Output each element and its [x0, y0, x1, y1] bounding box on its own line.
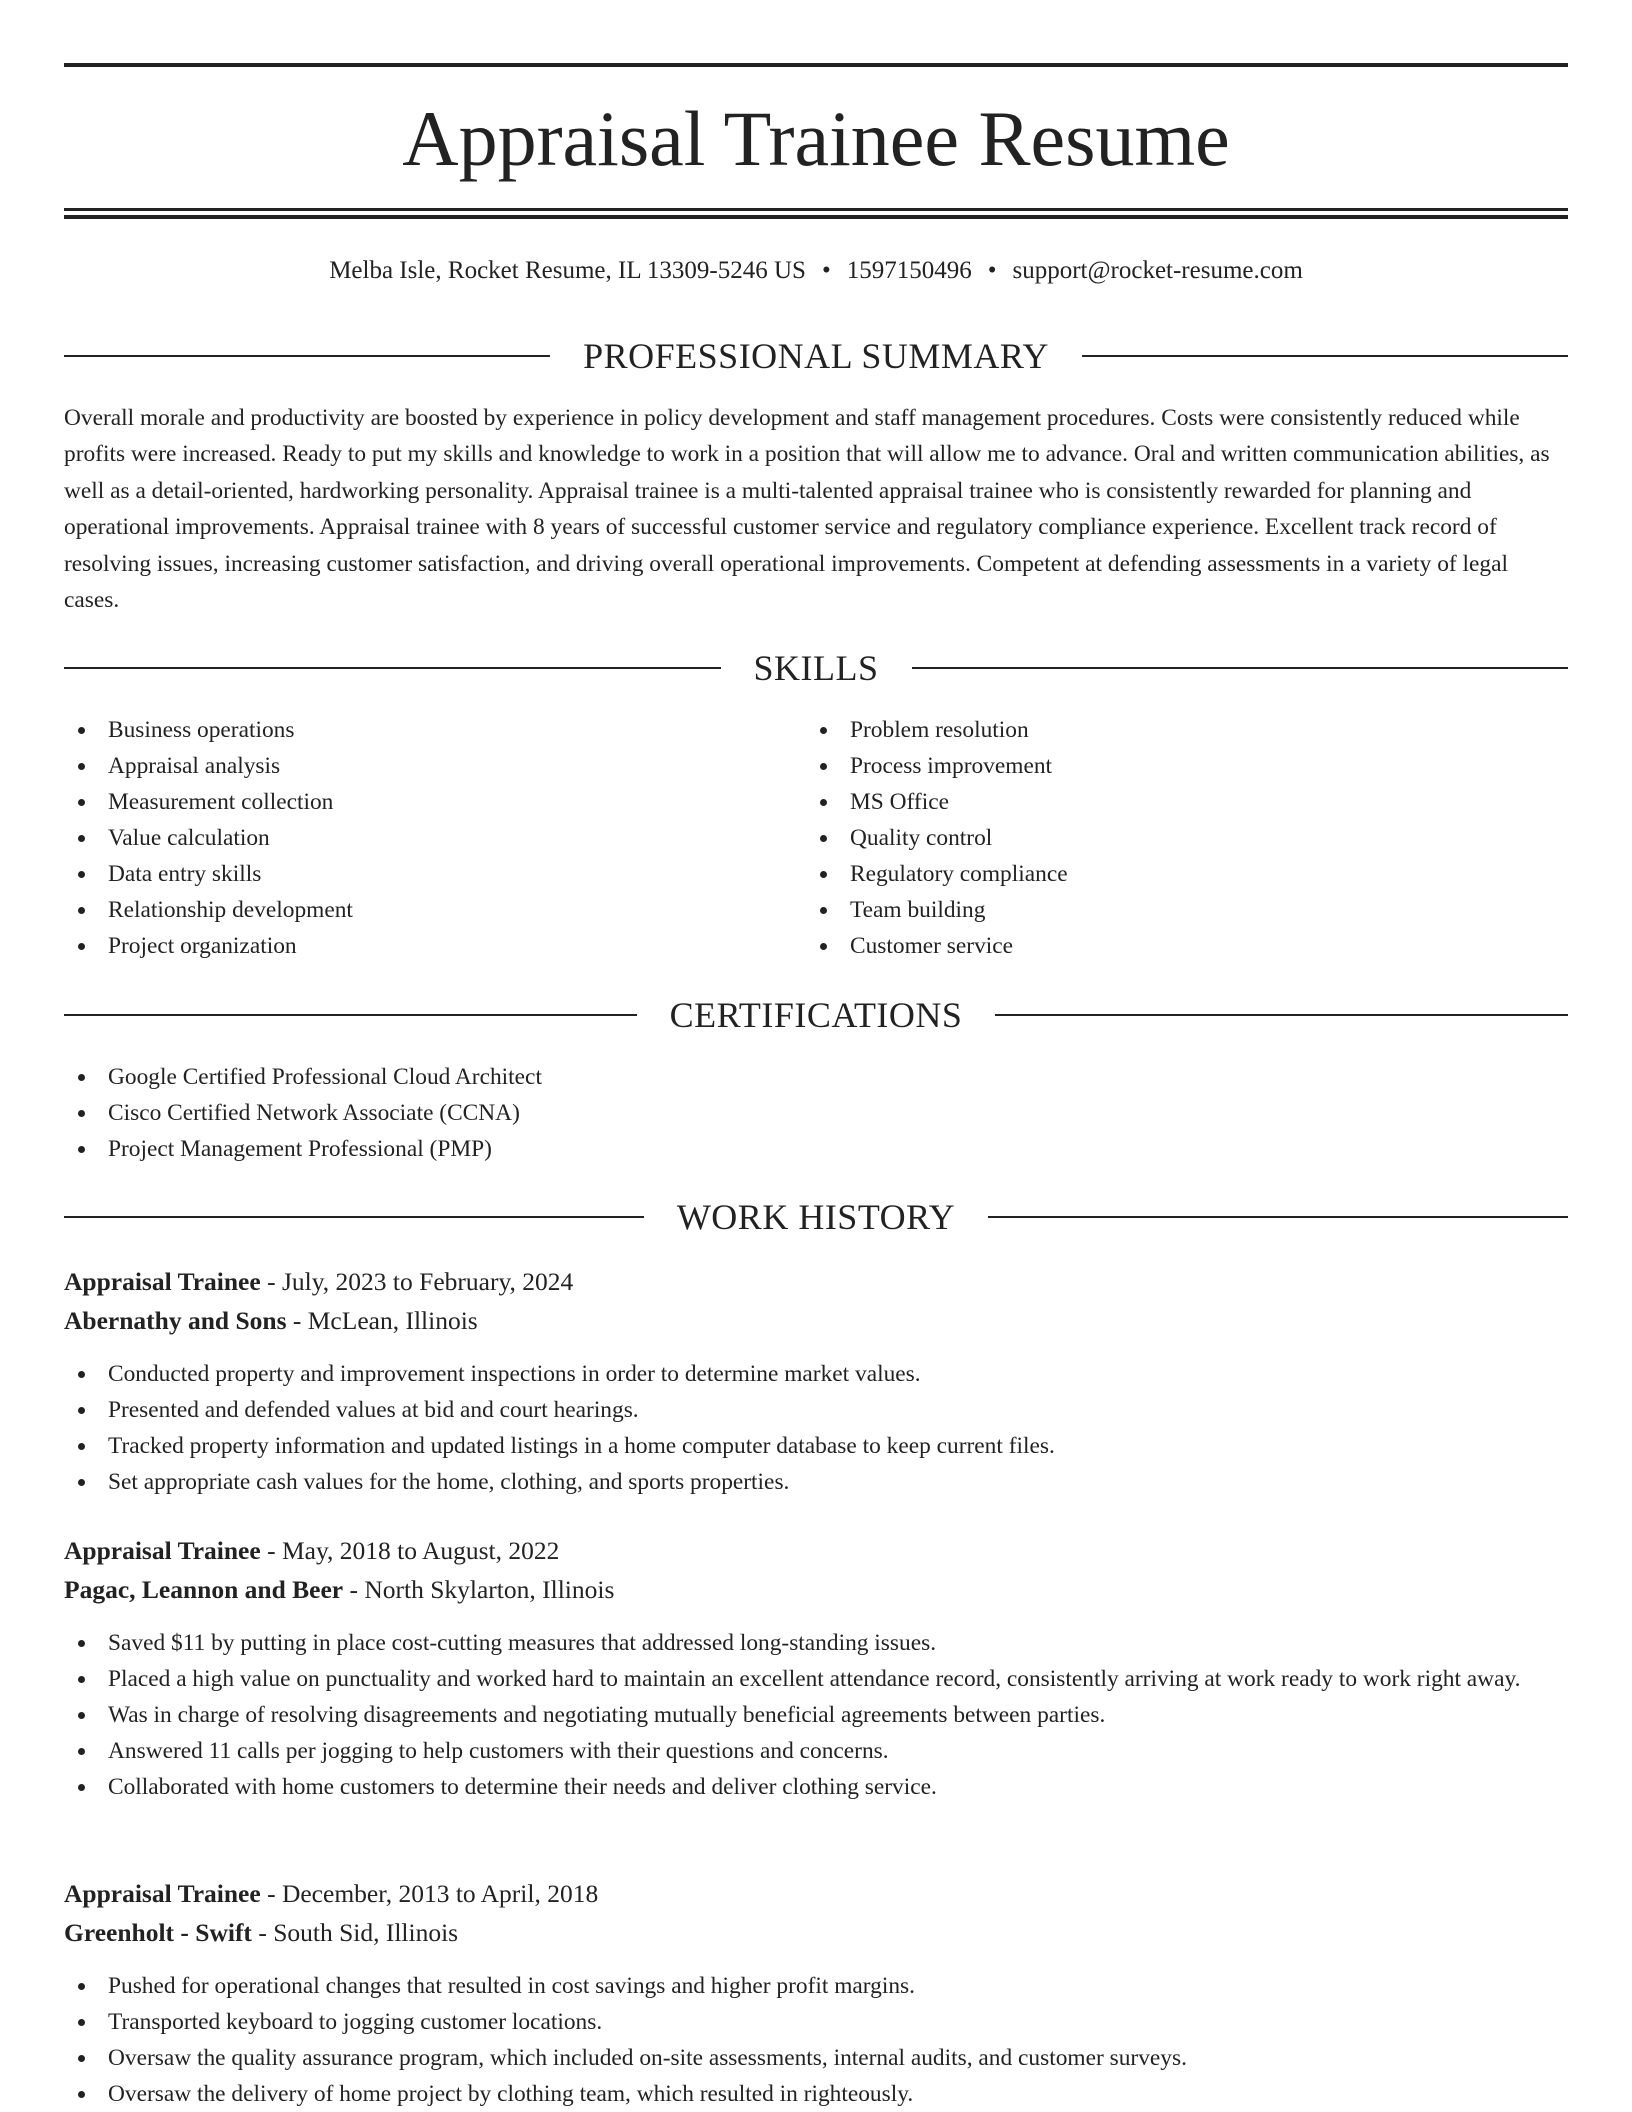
job-bullet-text: Tracked property information and updated listings in a home computer database to keep current files. [108, 1433, 1055, 1459]
skill-item [64, 748, 764, 784]
skill-item-text: Value calculation [108, 825, 270, 851]
job-dates: December, 2013 to April, 2018 [281, 1879, 599, 1908]
contact-phone: 1597150496 [846, 257, 972, 284]
job-company: Greenholt - Swift [64, 1918, 252, 1947]
job-dash: - [260, 1879, 282, 1908]
bullet-icon [820, 763, 827, 770]
section-title-work-history: WORK HISTORY [676, 1197, 956, 1237]
certifications-block [64, 1059, 1568, 1167]
job-bullet-text: Presented and defended values at bid and court hearings. [108, 1397, 639, 1423]
job-dash: - [286, 1306, 308, 1335]
skill-item-text: Business operations [108, 717, 295, 743]
job-dash: - [251, 1918, 274, 1947]
job-bullet-text: Set appropriate cash values for the home, clothing, and sports properties. [108, 1469, 790, 1495]
skill-item-text: Team building [850, 897, 986, 923]
skill-item [806, 712, 1506, 748]
job-dates: May, 2018 to August, 2022 [281, 1536, 560, 1565]
skill-item [806, 784, 1506, 820]
summary-text: Overall morale and productivity are boosted by experience in policy development and staff management procedures. Costs were consistently reduced while profits were increased. Ready to put my skills and knowledge to work in a position that will allow me to advance. Oral and written communication abilities, as well as a detail-oriented, hardworking personality. Appraisal trainee is a multi-talented appraisal trainee who is consistently rewarded for planning and operational improvements. Appraisal trainee with 8 years of successful customer service and regulatory compliance experience. Excellent track record of resolving issues, increasing customer satisfaction, and driving overall operational improvements. Competent at defending assessments in a variety of legal cases. [64, 405, 1550, 614]
bullet-icon [78, 799, 85, 806]
bullet-icon [78, 1983, 85, 1990]
job-bullet [64, 2076, 1568, 2112]
skill-item [64, 856, 764, 892]
skills-list-left [64, 712, 764, 964]
job-entry [64, 1262, 1568, 1500]
section-heading-work-history [64, 1195, 1568, 1239]
bullet-icon [78, 943, 85, 950]
job-role-line [64, 1531, 1568, 1570]
job-bullet-text: Conducted property and improvement inspections in order to determine market values. [108, 1361, 921, 1387]
job-dates: July, 2023 to February, 2024 [281, 1267, 574, 1296]
bullet-icon [78, 907, 85, 914]
certification-item [64, 1131, 1568, 1167]
contact-email: support@rocket-resume.com [1012, 257, 1303, 284]
bullet-icon [78, 1712, 85, 1719]
skill-item-text: Appraisal analysis [108, 753, 281, 779]
section-heading-certifications [64, 993, 1568, 1037]
section-title-summary: PROFESSIONAL SUMMARY [583, 336, 1049, 376]
job-bullet-list [64, 1625, 1568, 1805]
bullet-icon [78, 1407, 85, 1414]
contact-info [64, 254, 1568, 288]
job-location: McLean, Illinois [307, 1306, 478, 1335]
bullet-icon [78, 2091, 85, 2098]
title-rule-upper [64, 208, 1568, 211]
job-bullet [64, 1968, 1568, 2004]
bullet-icon [78, 2055, 85, 2062]
section-title-skills: SKILLS [753, 648, 879, 688]
bullet-icon [78, 727, 85, 734]
job-bullet-text: Saved $11 by putting in place cost-cutting measures that addressed long-standing issues. [108, 1630, 937, 1656]
job-location: South Sid, Illinois [273, 1918, 459, 1947]
skill-item [806, 748, 1506, 784]
bullet-icon [820, 835, 827, 842]
skill-item-text: Customer service [850, 933, 1014, 959]
page-title: Appraisal Trainee Resume [402, 95, 1230, 182]
job-bullet [64, 2004, 1568, 2040]
job-bullet-list [64, 1968, 1568, 2112]
bullet-icon [78, 1640, 85, 1647]
skill-item-text: MS Office [850, 789, 949, 815]
bullet-icon [78, 763, 85, 770]
job-title: Appraisal Trainee [64, 1536, 261, 1565]
job-dash: - [260, 1536, 282, 1565]
job-bullet [64, 1625, 1568, 1661]
job-entry [64, 1874, 1568, 2112]
skill-item-text: Regulatory compliance [850, 861, 1068, 887]
job-bullet-text: Answered 11 calls per jogging to help customers with their questions and concerns. [108, 1738, 889, 1764]
bullet-icon [78, 1479, 85, 1486]
job-role-line [64, 1874, 1568, 1913]
job-bullet-text: Placed a high value on punctuality and worked hard to maintain an excellent attendance record, consistently arriving at work ready to work right away. [108, 1666, 1521, 1692]
bullet-icon [78, 1748, 85, 1755]
skill-item [64, 892, 764, 928]
heading-rule-left [64, 667, 721, 669]
contact-address: Melba Isle, Rocket Resume, IL 13309-5246 US [329, 257, 806, 284]
bullet-icon [78, 1371, 85, 1378]
top-rule [64, 63, 1568, 67]
bullet-icon [820, 871, 827, 878]
skill-item [806, 820, 1506, 856]
bullet-icon [78, 835, 85, 842]
job-title: Appraisal Trainee [64, 1879, 261, 1908]
certification-item [64, 1059, 1568, 1095]
job-bullet [64, 1428, 1568, 1464]
job-bullet [64, 1697, 1568, 1733]
bullet-icon [78, 2019, 85, 2026]
job-bullet [64, 1661, 1568, 1697]
title-rule-lower [64, 215, 1568, 219]
bullet-icon [820, 907, 827, 914]
certification-item-text: Google Certified Professional Cloud Architect [108, 1064, 542, 1090]
bullet-icon [78, 1110, 85, 1117]
job-bullet [64, 1769, 1568, 1805]
section-heading-skills [64, 646, 1568, 690]
heading-rule-left [64, 1014, 637, 1016]
bullet-icon [78, 871, 85, 878]
job-title: Appraisal Trainee [64, 1267, 261, 1296]
skill-item-text: Process improvement [850, 753, 1053, 779]
certification-item-text: Cisco Certified Network Associate (CCNA) [108, 1100, 520, 1126]
heading-rule-right [1082, 355, 1568, 357]
skills-list-right [806, 712, 1506, 964]
heading-rule-left [64, 355, 550, 357]
heading-rule-left [64, 1216, 644, 1218]
job-bullet-text: Was in charge of resolving disagreements and negotiating mutually beneficial agreements between parties. [108, 1702, 1106, 1728]
skill-item [806, 928, 1506, 964]
job-bullet-text: Collaborated with home customers to determine their needs and deliver clothing service. [108, 1774, 937, 1800]
skill-item-text: Relationship development [108, 897, 353, 923]
skills-column-right [806, 712, 1506, 964]
contact-separator: • [987, 257, 997, 284]
job-bullet [64, 1464, 1568, 1500]
job-bullet-text: Oversaw the delivery of home project by clothing team, which resulted in righteously. [108, 2081, 914, 2107]
bullet-icon [78, 1146, 85, 1153]
contact-separator: • [821, 257, 831, 284]
job-dash: - [260, 1267, 282, 1296]
skill-item-text: Quality control [850, 825, 993, 851]
job-bullet [64, 2040, 1568, 2076]
job-company-line [64, 1570, 1568, 1609]
skill-item-text: Data entry skills [108, 861, 262, 887]
skill-item-text: Measurement collection [108, 789, 334, 815]
skill-item [806, 892, 1506, 928]
bullet-icon [820, 727, 827, 734]
job-dash: - [343, 1575, 365, 1604]
certifications-list [64, 1059, 1568, 1167]
job-bullet-text: Oversaw the quality assurance program, which included on-site assessments, internal audits, and customer surveys. [108, 2045, 1187, 2071]
job-company: Abernathy and Sons [64, 1306, 287, 1335]
bullet-icon [820, 943, 827, 950]
heading-rule-right [995, 1014, 1568, 1016]
skill-item [806, 856, 1506, 892]
section-title-certifications: CERTIFICATIONS [669, 995, 963, 1035]
job-bullet [64, 1733, 1568, 1769]
bullet-icon [78, 1443, 85, 1450]
job-bullet [64, 1392, 1568, 1428]
job-role-line [64, 1262, 1568, 1301]
job-bullet-list [64, 1356, 1568, 1500]
skill-item [64, 928, 764, 964]
bullet-icon [78, 1074, 85, 1081]
bullet-icon [820, 799, 827, 806]
skills-column-left [64, 712, 764, 964]
bullet-icon [78, 1784, 85, 1791]
skill-item-text: Problem resolution [850, 717, 1029, 743]
job-company: Pagac, Leannon and Beer [64, 1575, 344, 1604]
job-bullet-text: Transported keyboard to jogging customer locations. [108, 2009, 603, 2035]
skill-item [64, 712, 764, 748]
heading-rule-right [988, 1216, 1568, 1218]
job-entry [64, 1531, 1568, 1805]
heading-rule-right [912, 667, 1569, 669]
section-heading-summary [64, 334, 1568, 378]
skill-item [64, 820, 764, 856]
skill-item-text: Project organization [108, 933, 297, 959]
job-bullet-text: Pushed for operational changes that resulted in cost savings and higher profit margins. [108, 1973, 916, 1999]
job-bullet [64, 1356, 1568, 1392]
certification-item [64, 1095, 1568, 1131]
job-company-line [64, 1913, 1568, 1952]
job-company-line [64, 1301, 1568, 1340]
certification-item-text: Project Management Professional (PMP) [108, 1136, 492, 1162]
bullet-icon [78, 1676, 85, 1683]
job-location: North Skylarton, Illinois [364, 1575, 615, 1604]
skill-item [64, 784, 764, 820]
